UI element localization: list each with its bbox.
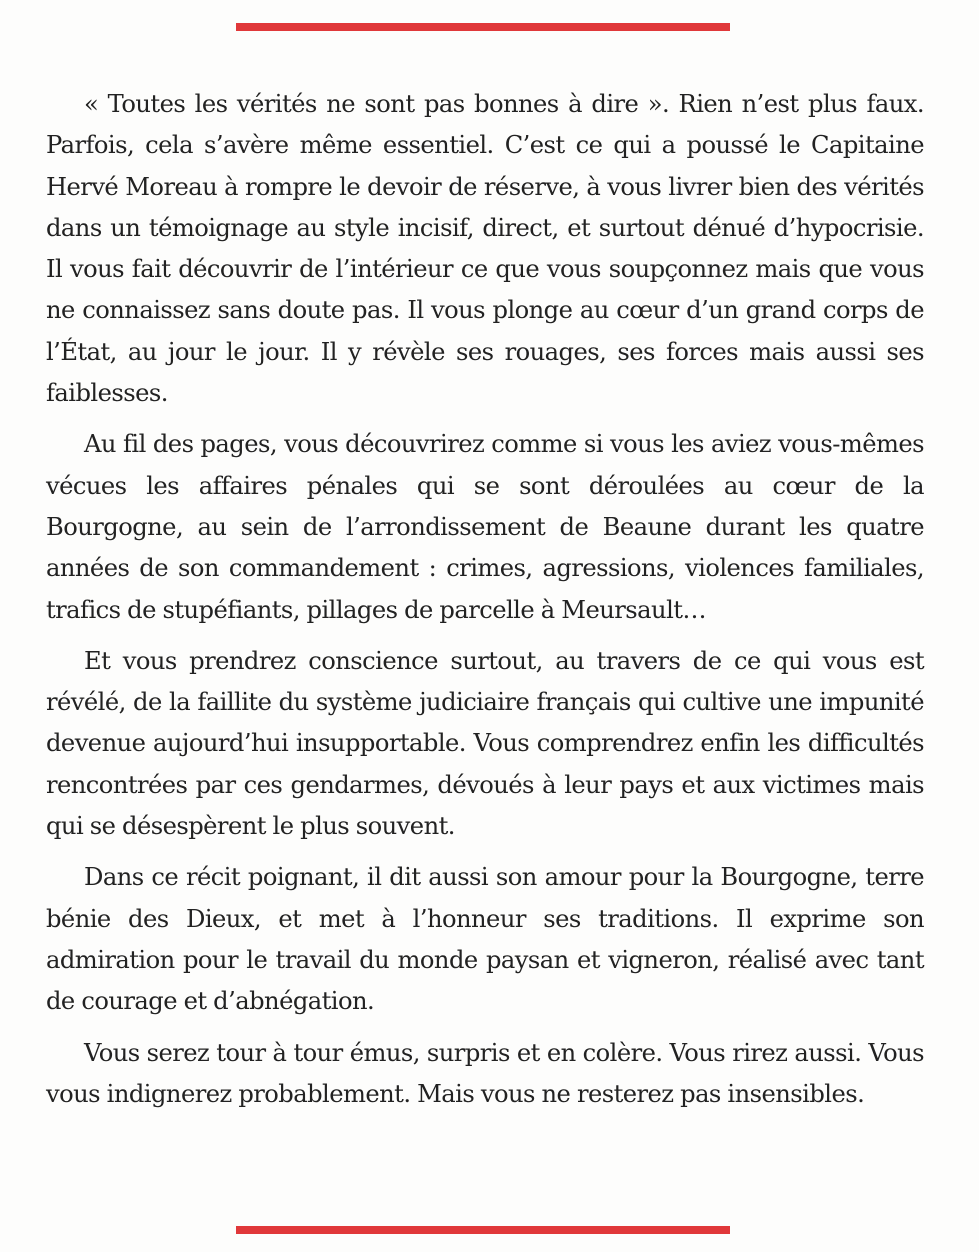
paragraph-2: Au fil des pages, vous découvrirez comme si vous les aviez vous-mêmes vécues les affaires pénales qui se sont déroulées au cœur de la Bourgogne, au sein de l’arrondissement de Beaune durant les quatre années de son commandement : crimes, agressions, violences familiales, trafics de stupéfiants, pillages de parcelle à Meursault… (46, 430, 924, 624)
back-cover-text (46, 84, 924, 1125)
paragraph-5: Vous serez tour à tour émus, surpris et en colère. Vous rirez aussi. Vous vous indignerez probablement. Mais vous ne resterez pas insensibles. (46, 1038, 924, 1108)
paragraph-4: Dans ce récit poignant, il dit aussi son amour pour la Bourgogne, terre bénie des Dieux, et met à l’honneur ses traditions. Il exprime son admiration pour le travail du monde paysan et vigneron, réalisé avec tant de courage et d’abnégation. (46, 863, 924, 1016)
paragraph-1: « Toutes les vérités ne sont pas bonnes à dire ». Rien n’est plus faux. Parfois, cela s’avère même essentiel. C’est ce qui a poussé le Capitaine Hervé Moreau à rompre le devoir de réserve, à vous livrer bien des vérités dans un témoignage au style incisif, direct, et surtout dénué d’hypocrisie. Il vous fait découvrir de l’intérieur ce que vous soupçonnez mais que vous ne connaissez sans doute pas. Il vous plonge au cœur d’un grand corps de l’État, au jour le jour. Il y révèle ses rouages, ses forces mais aussi ses faiblesses. (46, 90, 924, 408)
paragraph-3: Et vous prendrez conscience surtout, au travers de ce qui vous est révélé, de la faillite du système judiciaire français qui cultive une impunité devenue aujourd’hui insupportable. Vous comprendrez enfin les difficultés rencontrées par ces gendarmes, dévoués à leur pays et aux victimes mais qui se désespèrent le plus souvent. (46, 646, 924, 841)
top-red-rule (236, 23, 730, 31)
bottom-red-rule (236, 1226, 730, 1234)
